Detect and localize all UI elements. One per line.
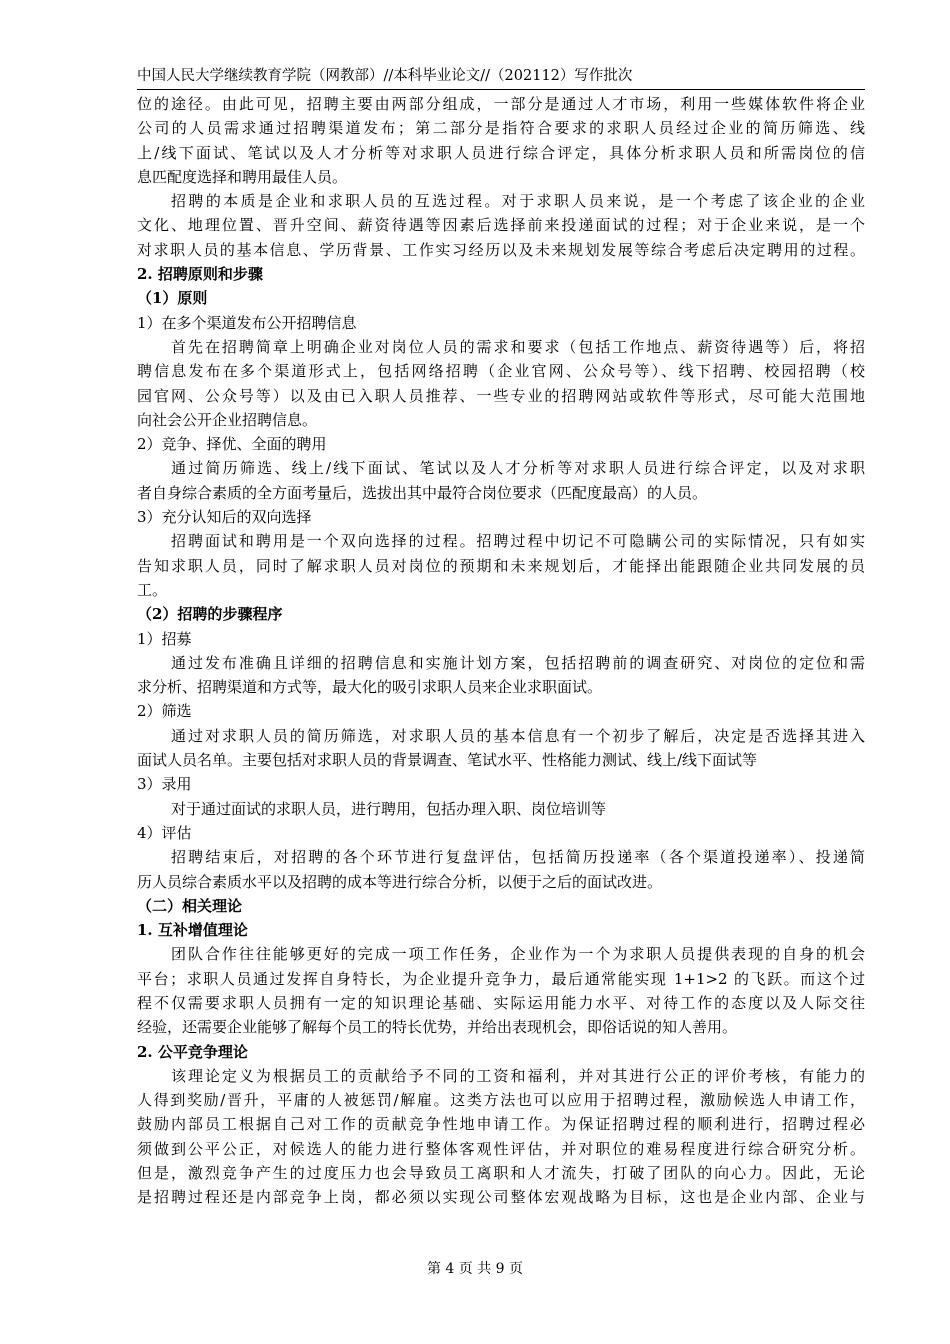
section-heading: （2）招聘的步骤程序 (137, 605, 283, 624)
text-line: 3）充分认知后的双向选择 (137, 508, 312, 527)
text-line: 人得到奖励/晋升，平庸的人被惩罚/解雇。这类方法也可以应用于招聘过程，激励候选人申请工作， (137, 1091, 865, 1110)
text-line: 招聘结束后，对招聘的各个环节进行复盘评估，包括简历投递率（各个渠道投递率）、投递简 (171, 848, 865, 867)
text-line: 3）录用 (137, 775, 192, 794)
text-line: 对求职人员的基本信息、学历背景、工作实习经历以及未来规划发展等综合考虑后决定聘用的过程。 (137, 240, 865, 259)
text-line: 1）在多个渠道发布公开招聘信息 (137, 313, 357, 332)
text-line: 首先在招聘简章上明确企业对岗位人员的需求和要求（包括工作地点、薪资待遇等）后，将招 (171, 337, 865, 356)
document-body (137, 92, 865, 1210)
text-line: 公司的人员需求通过招聘渠道发布；第二部分是指符合要求的求职人员经过企业的简历筛选、线 (137, 119, 865, 138)
text-line: 历人员综合素质水平以及招聘的成本等进行综合分析，以便于之后的面试改进。 (137, 872, 663, 891)
text-line: 告知求职人员，同时了解求职人员对岗位的预期和未来规划后，才能择出能跟随企业共同发展的员 (137, 556, 865, 575)
text-line: 4）评估 (137, 823, 192, 842)
text-line: 是招聘过程还是内部竞争上岗，都必须以实现公司整体宏观战略为目标，这也是企业内部、企业与 (137, 1188, 865, 1207)
text-line: 对于通过面试的求职人员，进行聘用，包括办理入职、岗位培训等 (171, 799, 607, 818)
text-line: 1）招募 (137, 629, 192, 648)
text-line: 但是，激烈竞争产生的过度压力也会导致员工离职和人才流失，打破了团队的向心力。因此，无论 (137, 1164, 865, 1183)
text-line: 上/线下面试、笔试以及人才分析等对求职人员进行综合评定，具体分析求职人员和所需岗位的信 (137, 143, 865, 162)
text-line: 程不仅需要求职人员拥有一定的知识理论基础、实际运用能力水平、对待工作的态度以及人际交往 (137, 993, 865, 1012)
text-line: 招聘面试和聘用是一个双向选择的过程。招聘过程中切记不可隐瞒公司的实际情况，只有如实 (171, 532, 865, 551)
text-line: 面试人员名单。主要包括对求职人员的背景调查、笔试水平、性格能力测试、线上/线下面试等 (137, 751, 758, 770)
text-line: 通过简历筛选、线上/线下面试、笔试以及人才分析等对求职人员进行综合评定，以及对求职 (171, 459, 865, 478)
text-line: 息匹配度选择和聘用最佳人员。 (137, 167, 348, 186)
text-line: 通过对求职人员的简历筛选，对求职人员的基本信息有一个初步了解后，决定是否选择其进入 (171, 726, 865, 745)
text-line: 向社会公开企业招聘信息。 (137, 410, 318, 429)
text-line: 平台；求职人员通过发挥自身特长，为企业提升竞争力，最后通常能实现 1+1>2 的飞跃。而这个过 (137, 969, 865, 988)
text-line: 文化、地理位置、晋升空间、薪资待遇等因素后选择前来投递面试的过程；对于企业来说，是一个 (137, 216, 865, 235)
text-line: 求分析、招聘渠道和方式等，最大化的吸引求职人员来企业求职面试。 (137, 678, 603, 697)
text-line: 须做到公平公正，对候选人的能力进行整体客观性评估，并对职位的难易程度进行综合研究分析。 (137, 1139, 865, 1158)
text-line: 2）竞争、择优、全面的聘用 (137, 435, 327, 454)
text-line: 位的途径。由此可见，招聘主要由两部分组成，一部分是通过人才市场，利用一些媒体软件将企业 (137, 95, 865, 113)
text-line: 通过发布准确且详细的招聘信息和实施计划方案，包括招聘前的调查研究、对岗位的定位和需 (171, 653, 865, 672)
text-line: 2）筛选 (137, 702, 192, 721)
text-line: 经验，还需要企业能够了解每个员工的特长优势，并给出表现机会，即俗话说的知人善用。 (137, 1018, 738, 1037)
page-footer: 第 4 页 共 9 页 (426, 1261, 524, 1277)
section-heading: 2. 公平竞争理论 (137, 1042, 248, 1061)
text-line: 聘信息发布在多个渠道形式上，包括网络招聘（企业官网、公众号等）、线下招聘、校园招聘（校 (137, 362, 865, 381)
text-line: 鼓励内部员工根据自己对工作的贡献竞争性地申请工作。为保证招聘过程的顺利进行，招聘过程必 (137, 1115, 865, 1134)
page-header: 中国人民大学继续教育学院（网教部）//本科毕业论文//（202112）写作批次 (137, 66, 865, 90)
section-heading: （1）原则 (137, 289, 208, 308)
text-line: 者自身综合素质的全方面考量后，选拔出其中最符合岗位要求（匹配度最高）的人员。 (137, 483, 708, 502)
section-heading: 2. 招聘原则和步骤 (137, 265, 263, 284)
section-heading: 1. 互补增值理论 (137, 921, 248, 940)
text-line: 招聘的本质是企业和求职人员的互选过程。对于求职人员来说，是一个考虑了该企业的企业 (171, 192, 865, 211)
text-line: 团队合作往往能够更好的完成一项工作任务，企业作为一个为求职人员提供表现的自身的机会 (171, 945, 865, 964)
text-line: 该理论定义为根据员工的贡献给予不同的工资和福利，并对其进行公正的评价考核，有能力的 (171, 1066, 865, 1085)
text-line: 工。 (137, 580, 168, 599)
text-line: 园官网、公众号等）以及由已入职人员推荐、一些专业的招聘网站或软件等形式，尽可能大范围地 (137, 386, 865, 405)
section-heading: （二）相关理论 (137, 896, 243, 915)
